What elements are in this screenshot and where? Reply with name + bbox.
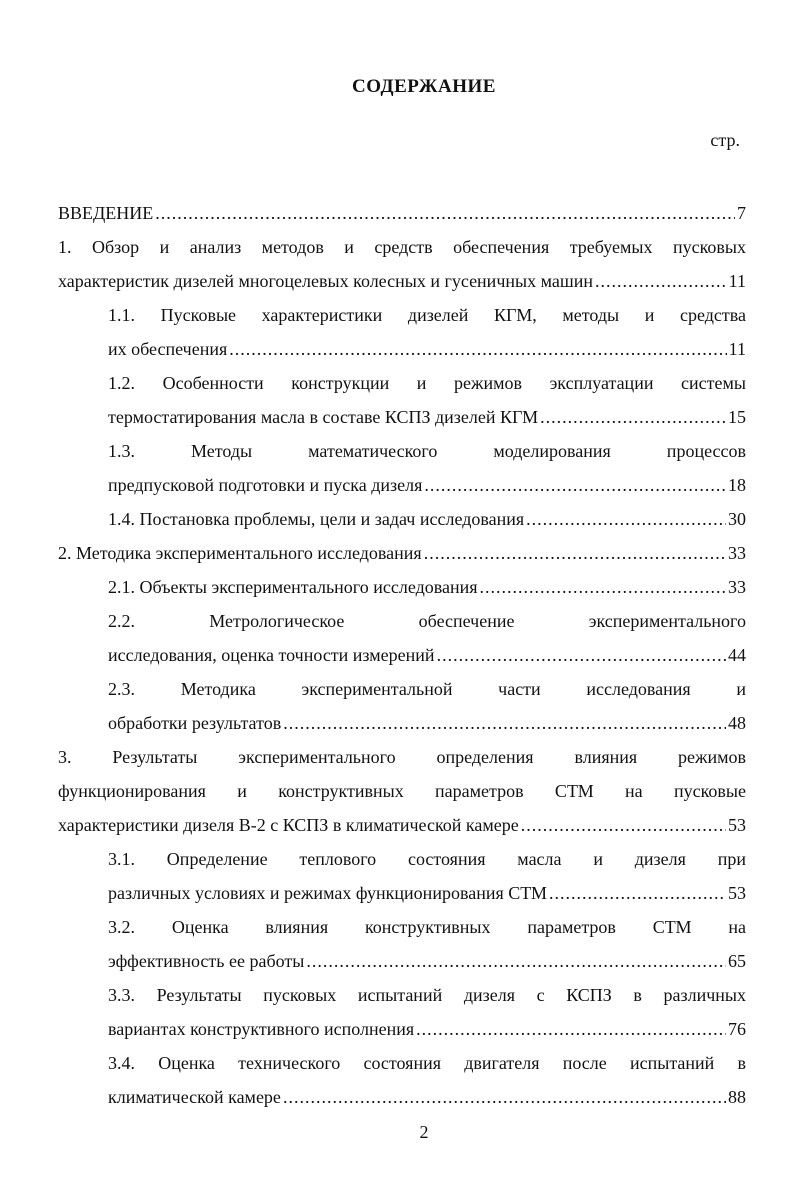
dot-leader: [595, 264, 727, 298]
toc-entry-title: их обеспечения: [108, 339, 228, 359]
toc-entry-page: 30: [728, 509, 746, 529]
toc-entry-leader-line: [58, 196, 746, 230]
toc-entry-page: 11: [728, 271, 746, 291]
dot-leader: [283, 706, 726, 740]
dot-leader: [437, 638, 726, 672]
toc-entry-line: 3. Результаты экспериментального определения влияния режимов: [58, 747, 746, 767]
dot-leader: [416, 1012, 726, 1046]
toc-entry-title: эффективность ее работы: [108, 951, 305, 971]
toc-entry-title: 2.1. Объекты экспериментального исследования: [108, 577, 478, 597]
toc-entry-leader-line: [58, 536, 746, 570]
toc-entry-line: 2.2. Метрологическое обеспечение экспериментального: [108, 611, 746, 631]
toc-entry-leader-line: [108, 570, 746, 604]
toc-entry-title: климатической камере: [108, 1087, 281, 1107]
toc-entry: [58, 570, 746, 604]
toc-entry-line: 1. Обзор и анализ методов и средств обеспечения требуемых пусковых: [58, 237, 746, 257]
toc-entry-title: характеристики дизеля В-2 с КСПЗ в климатической камере: [58, 815, 519, 835]
toc-entry: [58, 434, 746, 502]
dot-leader: [526, 502, 726, 536]
toc-entry-title: обработки результатов: [108, 713, 282, 733]
toc-entry-leader-line: [108, 332, 746, 366]
toc-entry-page: 15: [728, 407, 746, 427]
toc-entry-page: 33: [728, 577, 746, 597]
page-number: 2: [419, 1122, 429, 1142]
dot-leader: [229, 332, 726, 366]
toc-entry-line: 3.4. Оценка технического состояния двигателя после испытаний в: [108, 1053, 746, 1073]
toc-entry: [58, 196, 746, 230]
toc-entry-title: термостатирования масла в составе КСПЗ дизелей КГМ: [108, 407, 539, 427]
toc-entry-leader-line: [108, 706, 746, 740]
toc-entry-page: 53: [728, 883, 746, 903]
dot-leader: [424, 536, 726, 570]
toc-entry-leader-line: [58, 808, 746, 842]
dot-leader: [540, 400, 726, 434]
toc-entry-page: 65: [728, 951, 746, 971]
toc-entry: [58, 536, 746, 570]
dot-leader: [549, 876, 726, 910]
toc-entry: [58, 978, 746, 1046]
toc-entry-page: 44: [728, 645, 746, 665]
toc-entry-line: 3.2. Оценка влияния конструктивных параметров СТМ на: [108, 917, 746, 937]
toc-entry-title: 2. Методика экспериментального исследования: [58, 543, 422, 563]
toc-entry: [58, 230, 746, 298]
toc-entry: [58, 1046, 746, 1114]
toc-entry-leader-line: [108, 876, 746, 910]
toc-entry-title: 1.4. Постановка проблемы, цели и задач исследования: [108, 509, 525, 529]
toc-entry-title: ВВЕДЕНИЕ: [58, 203, 154, 223]
toc-entry-line: 1.1. Пусковые характеристики дизелей КГМ, методы и средства: [108, 305, 746, 325]
toc-entry: [58, 298, 746, 366]
dot-leader: [424, 468, 726, 502]
toc-entry: [58, 502, 746, 536]
toc-entry-title: различных условиях и режимах функционирования СТМ: [108, 883, 548, 903]
toc-entry-page: 7: [737, 203, 746, 223]
toc-entry-leader-line: [108, 638, 746, 672]
dot-leader: [521, 808, 726, 842]
toc-entry-page: 53: [728, 815, 746, 835]
toc-entry: [58, 672, 746, 740]
toc-entry-page: 33: [728, 543, 746, 563]
toc-entry-leader-line: [108, 502, 746, 536]
toc-entry: [58, 910, 746, 978]
toc-entry-line: 2.3. Методика экспериментальной части исследования и: [108, 679, 746, 699]
dot-leader: [306, 944, 726, 978]
toc-entry: [58, 366, 746, 434]
toc-entry-leader-line: [58, 264, 746, 298]
dot-leader: [283, 1080, 726, 1114]
dot-leader: [155, 196, 735, 230]
dot-leader: [480, 570, 726, 604]
toc-entry: [58, 740, 746, 842]
toc-entry-title: предпусковой подготовки и пуска дизеля: [108, 475, 423, 495]
toc-entry-line: 3.3. Результаты пусковых испытаний дизеля с КСПЗ в различных: [108, 985, 746, 1005]
toc-entry-title: исследования, оценка точности измерений: [108, 645, 435, 665]
toc-entry: [58, 604, 746, 672]
toc-entry-line: 1.2. Особенности конструкции и режимов эксплуатации системы: [108, 373, 746, 393]
toc-entry-page: 48: [728, 713, 746, 733]
toc-entry-page: 11: [728, 339, 746, 359]
toc-entry-leader-line: [108, 400, 746, 434]
toc-entry-title: вариантах конструктивного исполнения: [108, 1019, 415, 1039]
toc-entry: [58, 842, 746, 910]
toc-entry-page: 18: [728, 475, 746, 495]
toc-entry-leader-line: [108, 1080, 746, 1114]
toc-entry-leader-line: [108, 1012, 746, 1046]
toc-entry-line: функционирования и конструктивных параметров СТМ на пусковые: [58, 781, 746, 801]
toc-entry-leader-line: [108, 944, 746, 978]
page-title: СОДЕРЖАНИЕ: [352, 76, 496, 97]
toc-entry-line: 3.1. Определение теплового состояния масла и дизеля при: [108, 849, 746, 869]
toc-entry-title: характеристик дизелей многоцелевых колесных и гусеничных машин: [58, 271, 593, 291]
toc-entry-line: 1.3. Методы математического моделирования процессов: [108, 441, 746, 461]
pages-column-header: стр.: [710, 130, 740, 150]
toc-entry-page: 88: [728, 1087, 746, 1107]
toc-entry-page: 76: [728, 1019, 746, 1039]
table-of-contents: [58, 196, 746, 1114]
toc-entry-leader-line: [108, 468, 746, 502]
